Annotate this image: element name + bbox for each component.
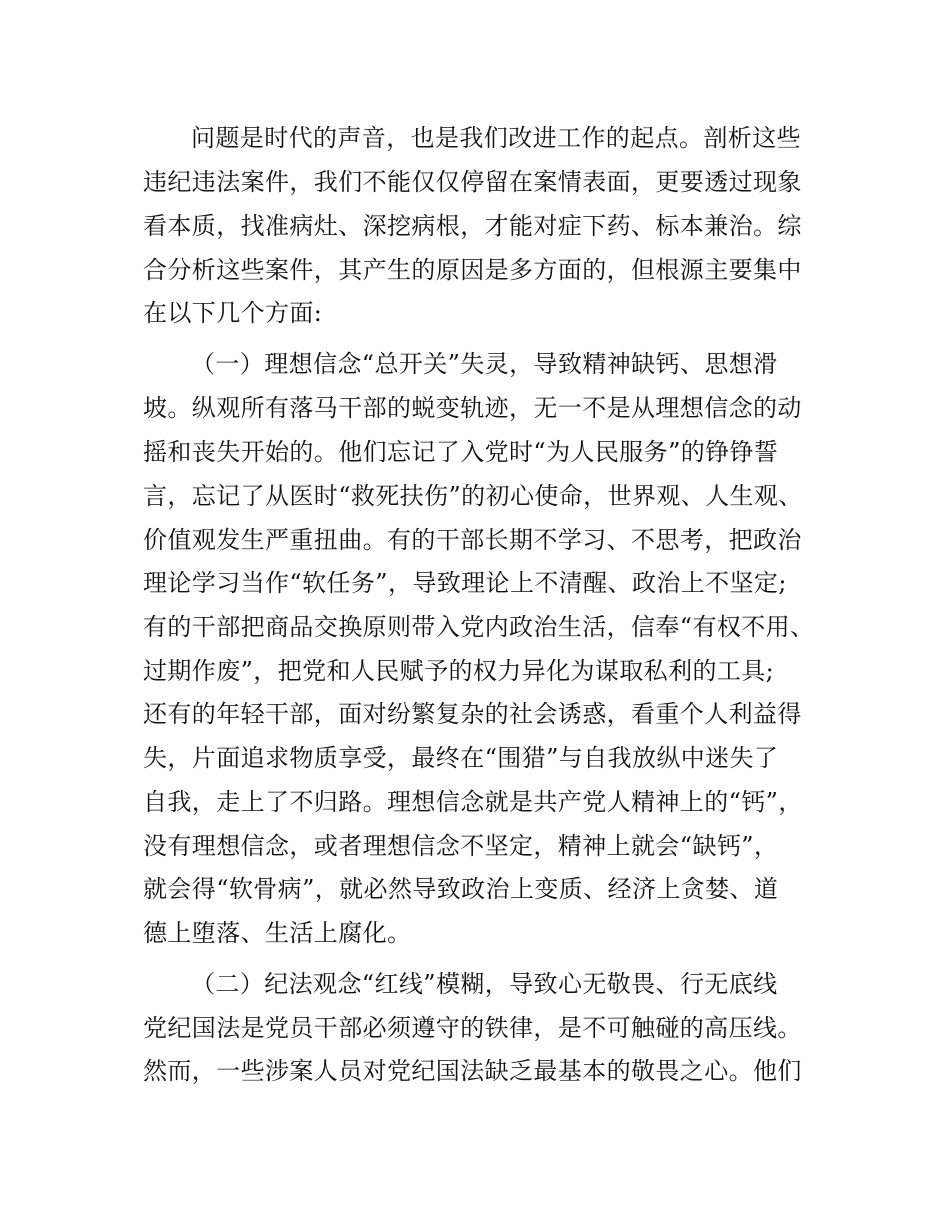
text-line: 过期作废”，把党和人民赋予的权力异化为谋取私利的工具;: [143, 657, 775, 685]
text-line: 在以下几个方面:: [143, 299, 323, 327]
text-line: 有的干部把商品交换原则带入党内政治生活，信奉“有权不用、: [143, 613, 815, 641]
text-line: 看本质，找准病灶、深挖病根，才能对症下药、标本兼治。综: [143, 212, 802, 240]
text-line: 自我，走上了不归路。理想信念就是共产党人精神上的“钙”，: [143, 788, 803, 816]
text-line: 理论学习当作“软任务”，导致理论上不清醒、政治上不坚定;: [143, 569, 787, 597]
text-line: 失，片面追求物质享受，最终在“围猎”与自我放纵中迷失了: [143, 744, 779, 772]
text-line: 价值观发生严重扭曲。有的干部长期不学习、不思考，把政治: [143, 526, 802, 554]
text-line: 德上堕落、生活上腐化。: [143, 919, 412, 947]
text-line: 党纪国法是党员干部必须遵守的铁律，是不可触碰的高压线。: [143, 1014, 802, 1042]
section-heading-line: （一）理想信念“总开关”失灵，导致精神缺钙、思想滑: [191, 350, 778, 378]
text-line: 然而，一些涉案人员对党纪国法缺乏最基本的敬畏之心。他们: [143, 1057, 802, 1085]
text-line: 就会得“软骨病”，就必然导致政治上变质、经济上贪婪、道: [143, 875, 779, 903]
text-line: 合分析这些案件，其产生的原因是多方面的，但根源主要集中: [143, 256, 802, 284]
text-line: 没有理想信念，或者理想信念不坚定，精神上就会“缺钙”，: [143, 832, 779, 860]
text-line: 问题是时代的声音，也是我们改进工作的起点。剖析这些: [191, 124, 801, 152]
text-line: 违纪违法案件，我们不能仅仅停留在案情表面，更要透过现象: [143, 168, 802, 196]
text-line: 言，忘记了从医时“救死扶伤”的初心使命，世界观、人生观、: [143, 482, 803, 510]
text-line: 还有的年轻干部，面对纷繁复杂的社会诱惑，看重个人利益得: [143, 700, 802, 728]
section-heading-line: （二）纪法观念“红线”模糊，导致心无敬畏、行无底线: [191, 970, 778, 998]
text-line: 摇和丧失开始的。他们忘记了入党时“为人民服务”的铮铮誓: [143, 438, 779, 466]
text-line: 坡。纵观所有落马干部的蜕变轨迹，无一不是从理想信念的动: [143, 394, 802, 422]
